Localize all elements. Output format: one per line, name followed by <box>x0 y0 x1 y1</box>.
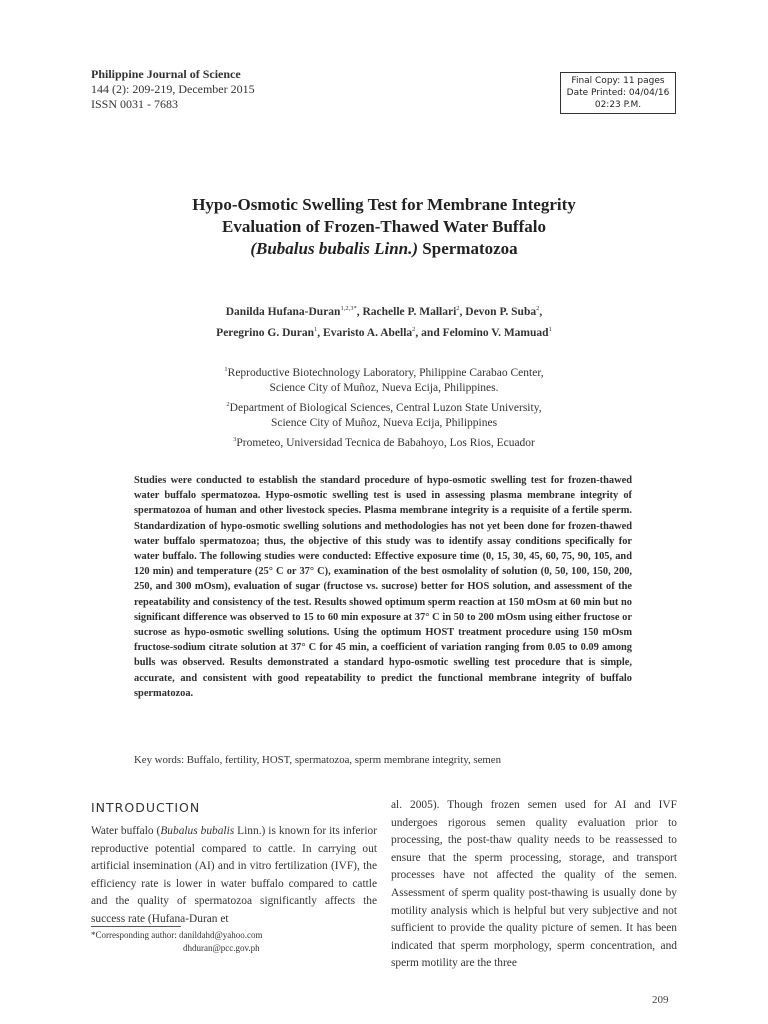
final-copy-label: Final Copy: 11 pages <box>571 76 665 86</box>
intro-text: Linn.) is known for its inferior reproductive potential compared to cattle. In carrying out artificial insemination (AI) and in vitro fertilization (IVF), the efficiency rate is lower in water buffalo compared to cattle and the quality of spermatozoa significantly affects the success rate (Hufana-Duran et <box>91 825 377 925</box>
affiliation-1 <box>150 362 618 381</box>
affiliation-sup: 3 <box>233 435 237 443</box>
section-heading-introduction: INTRODUCTION <box>91 800 201 815</box>
affiliation-3 <box>150 432 618 451</box>
intro-text: Water buffalo ( <box>91 825 161 837</box>
time-printed-label: 02:23 P.M. <box>594 100 642 110</box>
author-affil-sup: 2 <box>536 305 540 312</box>
author-separator: , <box>317 326 324 339</box>
author-name: Peregrino G. Duran <box>216 326 315 339</box>
page-number: 209 <box>652 994 669 1006</box>
affiliations <box>150 362 618 451</box>
title-line-3 <box>100 238 668 260</box>
author-name: Evaristo A. Abella <box>323 326 413 339</box>
author-separator: , <box>356 305 363 318</box>
intro-left-column <box>91 823 377 929</box>
author-affil-sup: 2 <box>412 325 416 333</box>
author-name: Rachelle P. Mallari <box>362 305 457 318</box>
journal-info <box>91 67 255 112</box>
journal-name: Philippine Journal of Science <box>91 67 241 81</box>
author-line-2 <box>100 321 668 342</box>
intro-species-italic: Bubalus bubalis <box>160 825 235 837</box>
journal-issue: 144 (2): 209-219, December 2015 <box>91 82 255 96</box>
title-species: (Bubalus bubalis Linn.) <box>250 239 419 258</box>
author-separator: , <box>539 305 543 318</box>
title-line-2: Evaluation of Frozen-Thawed Water Buffalo <box>222 217 546 236</box>
date-printed-label: Date Printed: 04/04/16 <box>566 88 670 98</box>
affiliation-1-line-2: Science City of Muñoz, Nueva Ecija, Philippines. <box>269 382 499 395</box>
author-separator: , <box>459 305 466 318</box>
affiliation-2-line-2: Science City of Muñoz, Nueva Ecija, Philippines <box>270 417 498 430</box>
author-affil-sup: 2 <box>456 305 460 312</box>
author-name: Danilda Hufana-Duran <box>225 305 341 318</box>
affiliation-line: Prometeo, Universidad Tecnica de Babahoyo, Los Rios, Ecuador <box>236 436 535 449</box>
footnote-line-2: dhduran@pcc.gov.ph <box>183 943 260 953</box>
author-name: Devon P. Suba <box>465 305 537 318</box>
author-affil-sup: 1 <box>314 325 318 333</box>
affiliation-line: Department of Biological Sciences, Central Luzon State University, <box>229 401 542 414</box>
keywords: Key words: Buffalo, fertility, HOST, spermatozoa, sperm membrane integrity, semen <box>134 754 501 766</box>
author-separator: , and <box>415 326 443 339</box>
title-line-3-rest: Spermatozoa <box>418 239 518 258</box>
print-info-box <box>560 72 676 114</box>
paper-title <box>100 194 668 260</box>
footnote-line-1: *Corresponding author: danildahd@yahoo.com <box>91 930 263 940</box>
affiliation-sup: 2 <box>226 400 230 408</box>
author-list <box>100 300 668 342</box>
footnote <box>91 929 263 955</box>
abstract: Studies were conducted to establish the standard procedure of hypo-osmotic swelling test for frozen-thawed water buffalo spermatozoa. Hypo-osmotic swelling test is used in assessing plasma membrane integrity of spermatozoa of human and other livestock species. Plasma membrane integrity is a requisite of a fertile sperm. Standardization of hypo-osmotic swelling solutions and methodologies has not yet been done for frozen-thawed water buffalo spermatozoa; thus, the objective of this study was to identify assay conditions specifically for water buffalo. The following studies were conducted: Effective exposure time (0, 15, 30, 45, 60, 75, 90, 105, and 120 min) and temperature (25° C or 37° C), examination of the best osmolality of solution (0, 50, 100, 150, 200, 250, and 300 mOsm), evaluation of sugar (fructose vs. sucrose) better for HOS solution, and assessment of the repeatability and consistency of the test. Results showed optimum sperm reaction at 150 mOsm at 60 min but no significant difference was observed to 15 to 60 min exposure at 37° C in 50 to 200 mOsm using either fructose or sucrose as hypo-osmotic swelling solutions. Using the optimum HOST treatment procedure using 150 mOsm fructose-sodium citrate solution at 37° C for 45 min, a coefficient of variation ranging from 0.05 to 0.09 among bulls was observed. Results demonstrated a standard hypo-osmotic swelling test procedure that is simple, accurate, and consistent with good repeatability to predict the functional membrane integrity of buffalo spermatozoa. <box>134 475 632 699</box>
author-affil-sup: 1,2,3* <box>340 305 357 312</box>
author-line-1 <box>100 300 668 321</box>
journal-issn: ISSN 0031 - 7683 <box>91 97 179 111</box>
footnote-divider <box>91 926 181 927</box>
affiliation-line: Reproductive Biotechnology Laboratory, Philippine Carabao Center, <box>227 366 544 379</box>
intro-right-column: al. 2005). Though frozen semen used for AI and IVF undergoes rigorous semen quality evaluation prior to processing, the post-thaw quality needs to be reassessed to ensure that the sperm processing, storage, and transport processes have not affected the quality of the semen. Assessment of sperm quality post-thawing is usually done by motility analysis which is helpful but very subjective and not sufficient to provide the quality picture of semen. It has been indicated that sperm morphology, sperm concentration, and sperm motility are the three <box>391 799 677 970</box>
title-line-1: Hypo-Osmotic Swelling Test for Membrane Integrity <box>192 195 576 214</box>
affiliation-sup: 1 <box>224 366 228 373</box>
author-name: Felomino V. Mamuad <box>442 326 549 339</box>
affiliation-2 <box>150 397 618 416</box>
author-affil-sup: 1 <box>548 325 552 333</box>
